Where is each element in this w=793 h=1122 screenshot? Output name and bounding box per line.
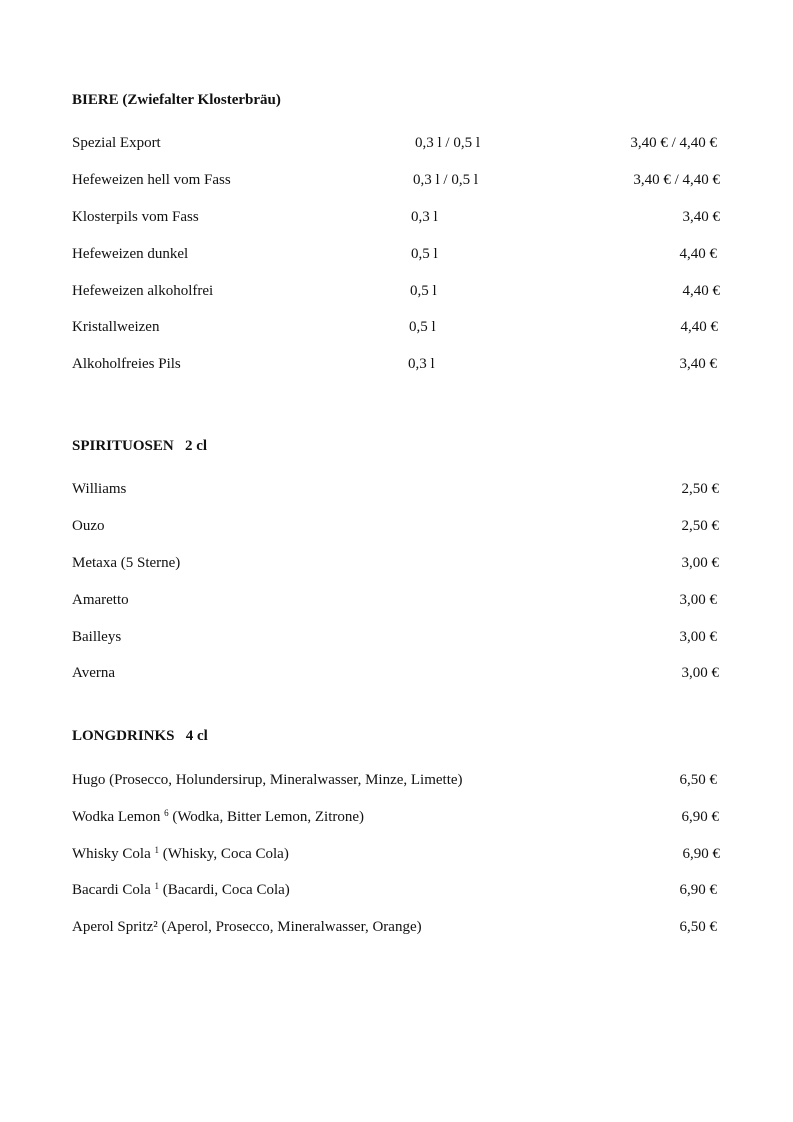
item-name xyxy=(72,882,290,899)
item-title: Whisky Cola xyxy=(72,846,155,862)
item-name: Spezial Export xyxy=(72,135,161,151)
menu-item xyxy=(0,356,793,376)
item-title: Wodka Lemon xyxy=(72,809,165,825)
section-heading-spirituosen: SPIRITUOSEN 2 cl xyxy=(72,438,208,454)
section-heading-biere: BIERE (Zwiefalter Klosterbräu) xyxy=(72,92,281,108)
item-name: Hefeweizen hell vom Fass xyxy=(72,172,231,188)
item-volume: 0,5 l xyxy=(410,283,437,299)
menu-item xyxy=(0,665,793,685)
item-name: Bailleys xyxy=(72,629,122,645)
item-price: 3,40 € / 4,40 € xyxy=(630,135,717,151)
menu-item xyxy=(0,246,793,266)
item-price: 3,00 € xyxy=(679,592,717,608)
item-price: 3,00 € xyxy=(681,555,719,571)
item-name: Klosterpils vom Fass xyxy=(72,209,199,225)
item-volume: 0,3 l xyxy=(408,356,435,372)
item-volume: 0,5 l xyxy=(409,319,436,335)
section-heading-longdrinks: LONGDRINKS 4 cl xyxy=(72,728,208,744)
item-name: Ouzo xyxy=(72,518,105,534)
item-title: Bacardi Cola xyxy=(72,882,155,898)
allergen-footnote: 1 xyxy=(154,881,159,891)
item-price: 2,50 € xyxy=(681,518,719,534)
item-name: Hefeweizen dunkel xyxy=(72,246,189,262)
item-volume: 0,5 l xyxy=(411,246,438,262)
item-name: Alkoholfreies Pils xyxy=(72,356,181,372)
allergen-footnote: 1 xyxy=(154,845,159,855)
menu-item xyxy=(0,172,793,192)
item-price: 3,40 € xyxy=(682,209,720,225)
menu-item xyxy=(0,481,793,501)
item-price: 3,00 € xyxy=(679,629,717,645)
menu-item xyxy=(0,809,793,829)
menu-item xyxy=(0,209,793,229)
item-description: (Bacardi, Coca Cola) xyxy=(158,882,290,898)
item-name xyxy=(72,809,364,826)
item-price: 6,90 € xyxy=(679,882,717,898)
item-name xyxy=(72,919,422,936)
item-name: Averna xyxy=(72,665,116,681)
item-price: 6,50 € xyxy=(679,919,717,935)
item-name xyxy=(72,846,289,863)
menu-item xyxy=(0,592,793,612)
item-price: 3,00 € xyxy=(681,665,719,681)
menu-item xyxy=(0,283,793,303)
item-price: 4,40 € xyxy=(682,283,720,299)
item-name: Hefeweizen alkoholfrei xyxy=(72,283,214,299)
menu-item xyxy=(0,629,793,649)
menu-item xyxy=(0,882,793,902)
item-volume: 0,3 l / 0,5 l xyxy=(415,135,481,151)
menu-item xyxy=(0,846,793,866)
menu-item xyxy=(0,518,793,538)
item-volume: 0,3 l xyxy=(411,209,438,225)
item-volume: 0,3 l / 0,5 l xyxy=(413,172,479,188)
item-description: (Whisky, Coca Cola) xyxy=(159,846,289,862)
item-name: Kristallweizen xyxy=(72,319,160,335)
item-name: Williams xyxy=(72,481,127,497)
item-price: 6,90 € xyxy=(681,809,719,825)
menu-item xyxy=(0,772,793,792)
item-price: 6,50 € xyxy=(679,772,717,788)
item-price: 3,40 € xyxy=(679,356,717,372)
menu-item xyxy=(0,319,793,339)
item-price: 3,40 € / 4,40 € xyxy=(633,172,720,188)
menu-item xyxy=(0,135,793,155)
item-price: 4,40 € xyxy=(680,319,718,335)
item-name xyxy=(72,772,463,789)
item-description: (Wodka, Bitter Lemon, Zitrone) xyxy=(168,809,365,825)
item-title: Aperol Spritz² (Aperol, Prosecco, Mineralwasser, Orange) xyxy=(72,919,422,935)
item-name: Amaretto xyxy=(72,592,129,608)
allergen-footnote: 6 xyxy=(164,808,169,818)
item-title: Hugo (Prosecco, Holundersirup, Mineralwasser, Minze, Limette) xyxy=(72,772,463,788)
item-price: 6,90 € xyxy=(682,846,720,862)
menu-item xyxy=(0,919,793,939)
menu-item xyxy=(0,555,793,575)
item-price: 4,40 € xyxy=(679,246,717,262)
item-name: Metaxa (5 Sterne) xyxy=(72,555,181,571)
item-price: 2,50 € xyxy=(681,481,719,497)
